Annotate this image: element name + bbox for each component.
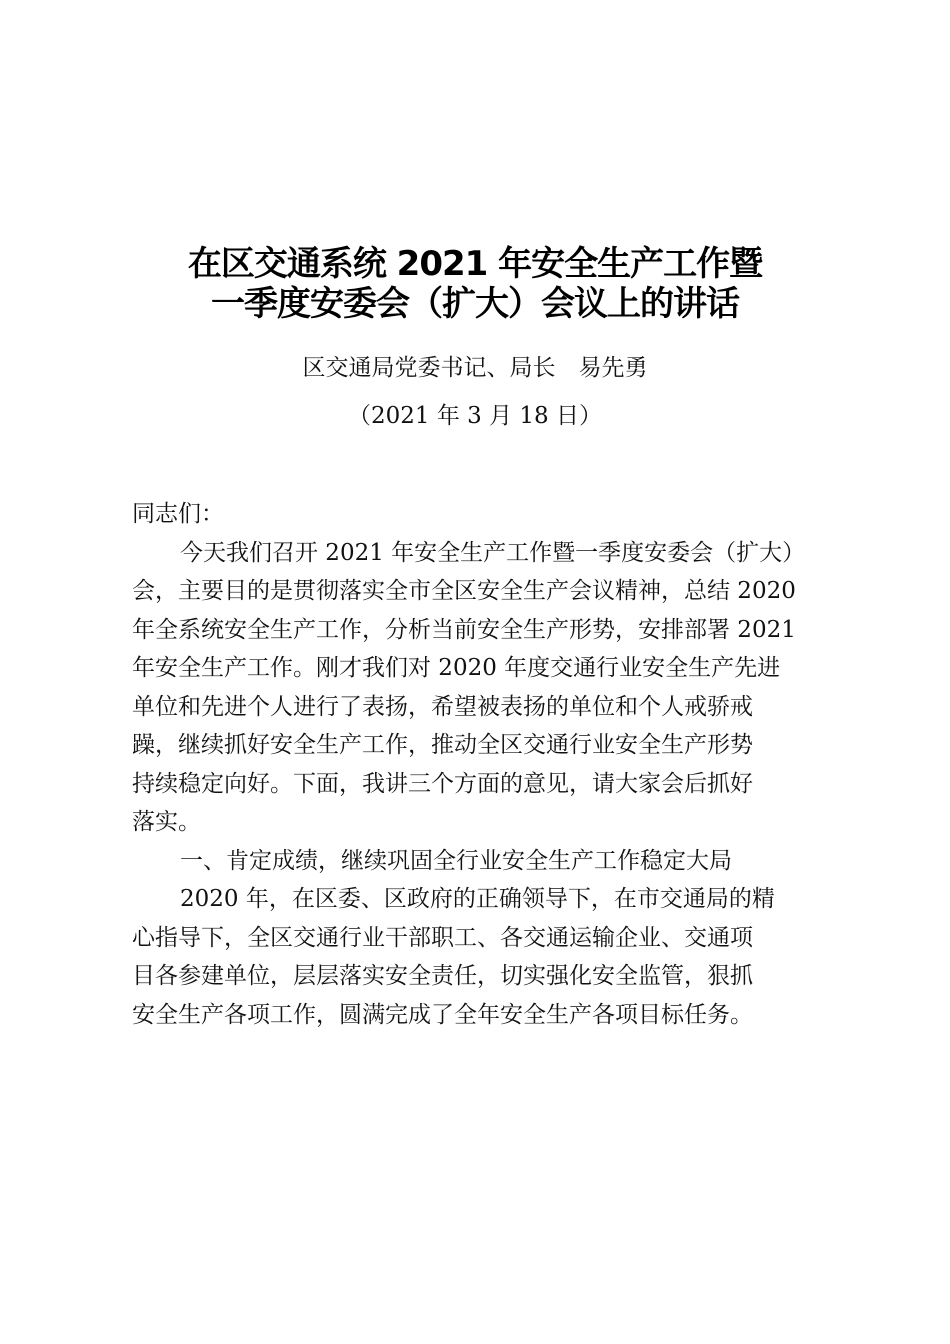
paragraph-2-line: 心指导下，全区交通行业干部职工、各交通运输企业、交通项 <box>132 924 753 951</box>
title-line-1: 在区交通系统 2021 年安全生产工作暨 <box>187 244 763 284</box>
paragraph-1-line: 年全系统安全生产工作，分析当前安全生产形势，安排部署 2021 <box>132 616 796 643</box>
paragraph-2-line: 2020 年，在区委、区政府的正确领导下，在市交通局的精 <box>180 886 775 912</box>
paragraph-2 <box>132 880 832 1034</box>
paragraph-1-line: 持续稳定向好。下面，我讲三个方面的意见，请大家会后抓好 <box>132 770 753 797</box>
section-1-heading: 一、肯定成绩，继续巩固全行业安全生产工作稳定大局 <box>180 847 732 874</box>
speech-date: （2021 年 3 月 18 日） <box>348 403 602 429</box>
salutation: 同志们： <box>132 501 224 527</box>
document-body <box>132 495 832 1034</box>
title-line-2: 一季度安委会（扩大）会议上的讲话 <box>211 284 739 324</box>
speaker-byline: 区交通局党委书记、局长 易先勇 <box>302 355 648 381</box>
paragraph-1-line: 落实。 <box>132 809 201 835</box>
paragraph-1-line: 躁，继续抓好安全生产工作，推动全区交通行业安全生产形势 <box>132 732 753 758</box>
document-title <box>0 244 950 324</box>
paragraph-1-line: 今天我们召开 2021 年安全生产工作暨一季度安委会（扩大） <box>180 539 806 566</box>
paragraph-2-line: 目各参建单位，层层落实安全责任，切实强化安全监管，狠抓 <box>132 963 753 989</box>
paragraph-1-line: 会，主要目的是贯彻落实全市全区安全生产会议精神，总结 2020 <box>132 578 796 604</box>
paragraph-1 <box>132 534 832 842</box>
paragraph-1-line: 单位和先进个人进行了表扬，希望被表扬的单位和个人戒骄戒 <box>132 693 753 720</box>
paragraph-2-line: 安全生产各项工作，圆满完成了全年安全生产各项目标任务。 <box>132 1001 753 1028</box>
paragraph-1-line: 年安全生产工作。刚才我们对 2020 年度交通行业安全生产先进 <box>132 655 781 681</box>
